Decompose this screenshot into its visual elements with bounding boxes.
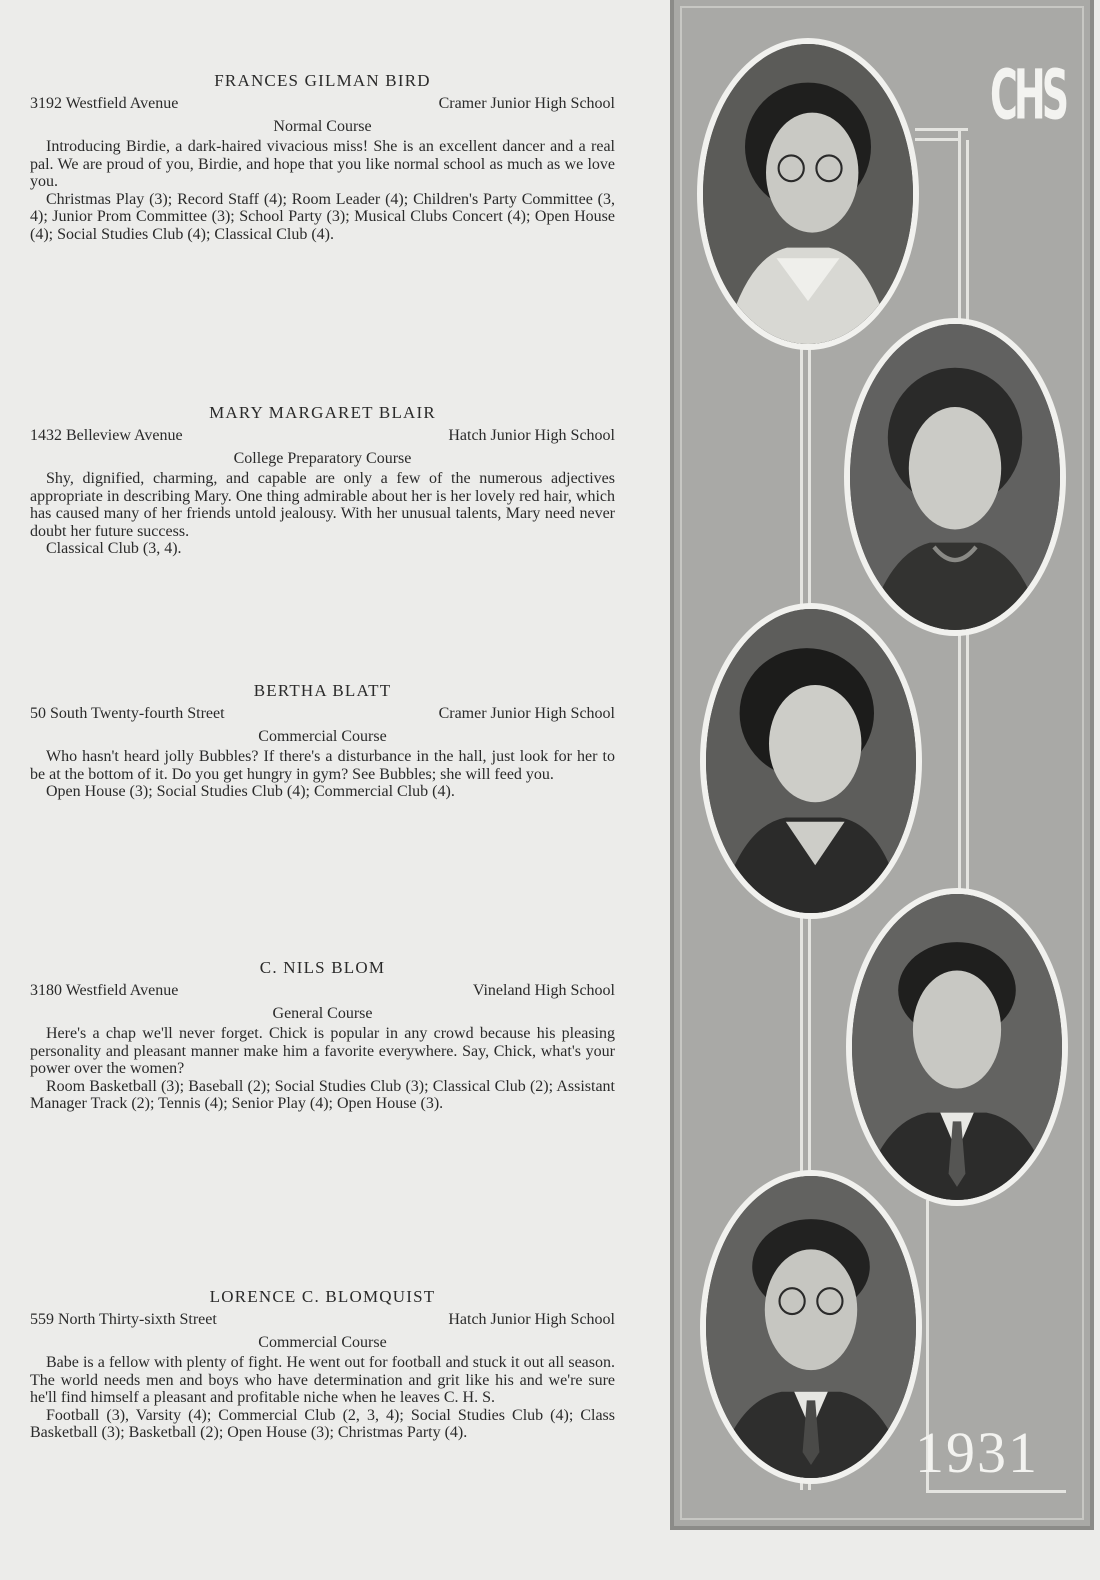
address-line <box>30 92 615 115</box>
senior-entry <box>30 680 615 801</box>
student-name: FRANCES GILMAN BIRD <box>214 71 431 90</box>
student-activities: Football (3), Varsity (4); Commercial Club (2, 3, 4); Social Studies Club (4); Class Basketball (3); Basketball (2); Open House (3); Christmas Party (4). <box>30 1406 615 1441</box>
student-bio: Shy, dignified, charming, and capable are only a few of the numerous adjectives appropriate in describing Mary. One thing admirable about her is her lovely red hair, which has caused many of her friends untold jealousy. With her unusual talents, Mary need never doubt her future success. <box>30 470 615 540</box>
portrait-photo <box>700 603 922 919</box>
chs-monogram: CHS <box>990 55 1066 135</box>
previous-school: Hatch Junior High School <box>448 427 615 444</box>
senior-entry <box>30 1286 615 1442</box>
student-bio: Here's a chap we'll never forget. Chick is popular in any crowd because his pleasing personality and pleasant manner make him a favorite everywhere. Say, Chick, what's your power over the women? <box>30 1025 615 1077</box>
student-bio: Introducing Birdie, a dark-haired vivacious miss! She is an excellent dancer and a real pal. We are proud of you, Birdie, and hope that you like normal school as much as we love you. <box>30 138 615 190</box>
address-line <box>30 702 615 725</box>
student-bio: Babe is a fellow with plenty of fight. He went out for football and stuck it out all season. The world needs men and boys who have determination and grit like his and we're sure he'll find himself a pleasant and profitable niche when he leaves C. H. S. <box>30 1354 615 1406</box>
course-name: Commercial Course <box>258 728 387 745</box>
senior-entry <box>30 402 615 558</box>
student-activities: Christmas Play (3); Record Staff (4); Room Leader (4); Children's Party Committee (3, 4); Junior Prom Committee (3); School Party (3); Musical Clubs Concert (4); Open House (4); Social Studies Club (4); Classical Club (4). <box>30 190 615 243</box>
student-activities: Room Basketball (3); Baseball (2); Social Studies Club (3); Classical Club (2); Assistant Manager Track (2); Tennis (4); Senior Play (4); Open House (3). <box>30 1077 615 1112</box>
frame-line <box>926 1490 1066 1493</box>
student-name: MARY MARGARET BLAIR <box>209 403 436 422</box>
senior-entry <box>30 70 615 243</box>
home-address: 3180 Westfield Avenue <box>30 982 179 999</box>
student-bio: Who hasn't heard jolly Bubbles? If there's a disturbance in the hall, just look for her to be at the bottom of it. Do you get hungry in gym? See Bubbles; she will feed you. <box>30 748 615 783</box>
address-line <box>30 979 615 1002</box>
previous-school: Cramer Junior High School <box>438 705 615 722</box>
address-line <box>30 424 615 447</box>
portrait-photo <box>844 318 1066 636</box>
address-line <box>30 1308 615 1331</box>
student-name: C. NILS BLOM <box>259 958 386 977</box>
previous-school: Hatch Junior High School <box>448 1311 615 1328</box>
portrait-photo <box>846 888 1068 1206</box>
portrait-photo <box>700 1170 922 1484</box>
student-name: LORENCE C. BLOMQUIST <box>209 1287 436 1306</box>
previous-school: Vineland High School <box>472 982 615 999</box>
student-activities: Classical Club (3, 4). <box>46 540 182 557</box>
portrait-photo <box>697 38 919 350</box>
home-address: 3192 Westfield Avenue <box>30 95 179 112</box>
student-activities: Open House (3); Social Studies Club (4); Commercial Club (4). <box>46 783 455 800</box>
course-name: General Course <box>272 1005 373 1022</box>
senior-entry <box>30 957 615 1113</box>
student-name: BERTHA BLATT <box>253 681 392 700</box>
course-name: Normal Course <box>273 118 372 135</box>
home-address: 1432 Belleview Avenue <box>30 427 183 444</box>
home-address: 559 North Thirty-sixth Street <box>30 1311 217 1328</box>
course-name: Commercial Course <box>258 1334 387 1351</box>
course-name: College Preparatory Course <box>233 450 412 467</box>
year-label: 1931 <box>915 1420 1039 1485</box>
home-address: 50 South Twenty-fourth Street <box>30 705 225 722</box>
frame-line <box>915 138 960 141</box>
frame-line <box>915 128 968 131</box>
previous-school: Cramer Junior High School <box>438 95 615 112</box>
